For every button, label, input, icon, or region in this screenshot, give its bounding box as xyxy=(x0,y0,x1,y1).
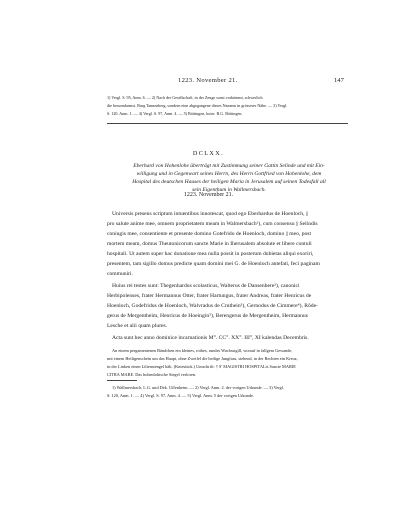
body-line: pro salute anime mee, omnem proprietatem meam in Walmersbach¹), cum consensu || Selindis xyxy=(107,221,318,227)
summary-line: Eberhard von Hohenlohe überträgt mit Zustimmung seiner Gattin Selinde und mit Ein- xyxy=(133,163,325,169)
body-line: communiri. xyxy=(107,271,133,277)
top-footnote-line: die hessendarmst. Burg Tannenberg, sondern eine abgegangene dieses Namens in grösserer Nähe. — 3) Vergl. xyxy=(107,103,288,108)
body-line: mortem meam, domus Theutonicorum sancte Marie in Iherusalem absolute et libere contuli xyxy=(107,241,312,247)
seal-description-line: An einem pergamentenen Bändchen ein kleines, rothes, rundes Wachssigill, worauf in fallgem Gewande, xyxy=(112,348,293,353)
seal-description-line: in der Linken einen Lilienstengel hält. (Kniestück.) Umschrift: † S' MAGISTRI HOSPITALis Sancte MARIE xyxy=(107,364,296,369)
section-divider xyxy=(107,123,348,124)
running-header-date: 1223. November 21. xyxy=(178,77,238,84)
top-footnote-line: S. 120. Anm. 1. — 4) Vergl. S. 97, Anm. 4. — 5) Böttingen, hoier. B.G. Böttingen. xyxy=(107,111,243,116)
body-line: Universis presens scriptum intuentibus innotescat, quod ego Eberhardus de Hoenloch, || xyxy=(112,211,309,217)
document-date: 1223. November 21. xyxy=(183,192,234,198)
witness-line: Huius rei testes sunt: Thegenhardus scolasticus, Walterus de Dansenbere²), canonici xyxy=(112,283,300,289)
witness-line: Lesche et alii quam plures. xyxy=(107,323,168,329)
body-line: presentem, tam sigillo domus predicte quam domini mei G. de Hoenloch antefati, feci paginam xyxy=(107,261,320,267)
witness-line: Herbipolenses, frater Hermannus Otter, frater Hartungus, frater Andreas, frater Henricus de xyxy=(107,293,312,299)
body-line: hospitali. Ut autem super hac donatione mea nulla possit in posterum dubietas aliqui exoriri, xyxy=(107,251,314,257)
witness-line: Hoenloch, Godefridus de Hoenloch, Walvradus de Cruthein³), Gernodus de Cimmere⁴), Rôde- xyxy=(107,303,318,309)
summary-line: willigung und in Gegenwart seines Herrn, des Herrn Gottfried von Hohenlohe, dem xyxy=(136,171,322,177)
document-number: DCLXX. xyxy=(192,150,225,157)
top-footnote-line: 1) Vergl. S. 95, Anm. 6. — 2) Nach der Gesellschaft, in der Zeuge sonst vorkömmt, schwerlich xyxy=(107,95,263,100)
bottom-footnote-line: S. 120, Anm. 1. — 4) Vergl. S. 97, Anm. 4. — 5) Vergl. Anm. 5 der vorigen Urkunde. xyxy=(107,393,254,398)
seal-description-line: mit einem Heiligenschein um das Haupt, ohne Zweifel die heilige Jungfrau, stehend, in der Rechten ein Kreuz, xyxy=(107,356,298,361)
document-summary xyxy=(107,162,351,194)
body-line: coniugis mee, consentiente et presente domino Gotefrido de Hoenloch, domino || meo, post xyxy=(107,231,312,237)
summary-line: Hospital des deutschen Hauses der heiligen Maria in Jerusalem auf seinen Todesfall all xyxy=(132,179,326,185)
seal-description-line: CITRA MARE. Das hohenlohische Siegel verloren. xyxy=(107,372,197,377)
witness-line: gerus de Mergentheim, Henricus de Hoeingin⁵), Berengerus de Mergentheim, Hermannus xyxy=(107,313,308,319)
bottom-footnote-line: 1) Wallmersbach, L.G. und Dek. Uffenheim. — 2) Vergl. Anm. 2. der vorigen Urkunde. — 3) Vergl. xyxy=(112,385,284,390)
footnote-divider xyxy=(107,380,137,381)
page-number: 147 xyxy=(334,77,344,84)
summary-line: sein Eigenthum in Wallmersbach. xyxy=(192,187,266,193)
closing-line: Acta sunt hec anno dominice incarnationis M°. CC°. XX°. III°, XI kalendas Decembris. xyxy=(112,335,309,341)
